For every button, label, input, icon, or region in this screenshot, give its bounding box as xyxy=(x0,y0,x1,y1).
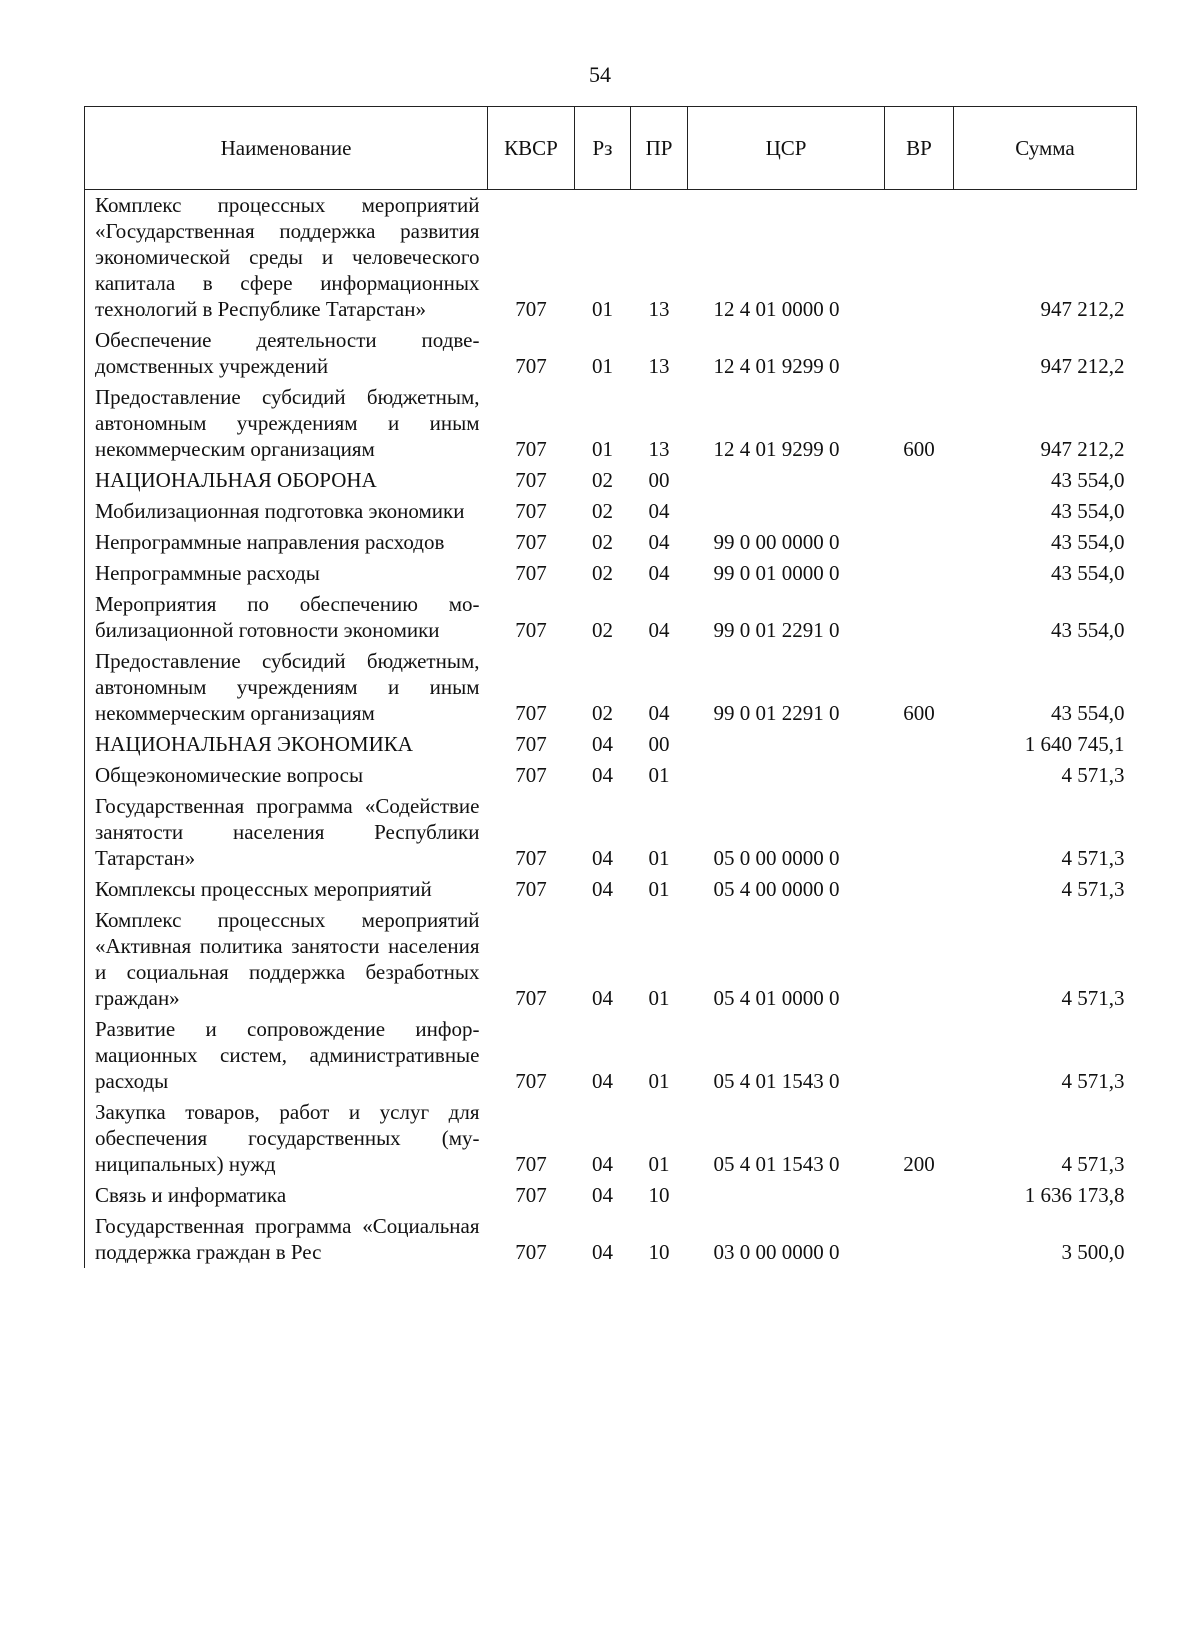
header-vr: ВР xyxy=(885,107,954,190)
row-csr xyxy=(688,729,885,760)
row-sum: 43 554,0 xyxy=(1051,561,1125,585)
header-name: Наименование xyxy=(85,107,488,190)
row-kvsr: 707 xyxy=(515,468,547,492)
row-rz: 04 xyxy=(592,763,613,787)
row-csr: 99 0 01 2291 0 xyxy=(713,618,840,642)
header-kvsr: КВСР xyxy=(488,107,575,190)
row-vr: 600 xyxy=(903,701,935,725)
row-kvsr: 707 xyxy=(515,297,547,321)
row-name: Предоставление субсидий бюджетным, автономным учреждениям и иным некоммерческим организациям xyxy=(85,382,488,465)
table-header-row xyxy=(85,107,1137,190)
row-csr: 99 0 01 2291 0 xyxy=(713,701,840,725)
row-rz: 02 xyxy=(592,561,613,585)
row-kvsr: 707 xyxy=(515,354,547,378)
row-kvsr: 707 xyxy=(515,732,547,756)
row-sum: 43 554,0 xyxy=(1051,499,1125,523)
row-vr xyxy=(885,905,954,1014)
row-name: Комплекс процессных мероприятий «Активная политика занятости населения и социальная поддержка безработных граждан» xyxy=(85,905,488,1014)
row-rz: 02 xyxy=(592,499,613,523)
row-rz: 04 xyxy=(592,1152,613,1176)
table-row xyxy=(85,1180,1137,1211)
row-rz: 01 xyxy=(592,437,613,461)
row-vr xyxy=(885,190,954,326)
row-vr xyxy=(885,1211,954,1268)
row-rz: 02 xyxy=(592,701,613,725)
row-pr: 01 xyxy=(648,986,670,1010)
row-vr: 600 xyxy=(903,437,935,461)
row-rz: 04 xyxy=(592,986,613,1010)
row-sum: 947 212,2 xyxy=(1040,297,1125,321)
table-row xyxy=(85,791,1137,874)
row-name: Развитие и сопровождение информационных систем, административные расходы xyxy=(85,1014,488,1097)
row-rz: 04 xyxy=(592,732,613,756)
row-sum: 43 554,0 xyxy=(1051,701,1125,725)
row-csr: 05 4 00 0000 0 xyxy=(713,877,840,901)
row-vr xyxy=(885,465,954,496)
row-name: Мероприятия по обеспечению мобилизационной готовности экономики xyxy=(85,589,488,646)
row-sum: 1 636 173,8 xyxy=(1024,1183,1125,1207)
page-number: 54 xyxy=(589,62,611,87)
row-csr xyxy=(688,465,885,496)
row-csr: 12 4 01 9299 0 xyxy=(713,437,840,461)
row-sum: 43 554,0 xyxy=(1051,468,1125,492)
table-row xyxy=(85,646,1137,729)
row-name: Обеспечение деятельности подведомственных учреждений xyxy=(85,325,488,382)
row-csr: 12 4 01 0000 0 xyxy=(713,297,840,321)
table-row xyxy=(85,527,1137,558)
row-csr: 99 0 00 0000 0 xyxy=(713,530,840,554)
table-row xyxy=(85,1014,1137,1097)
row-sum: 43 554,0 xyxy=(1051,618,1125,642)
row-rz: 02 xyxy=(592,530,613,554)
row-pr: 04 xyxy=(648,618,670,642)
row-kvsr: 707 xyxy=(515,986,547,1010)
row-kvsr: 707 xyxy=(515,877,547,901)
row-name: Непрограммные направления расходов xyxy=(85,527,488,558)
row-rz: 04 xyxy=(592,1069,613,1093)
row-sum: 4 571,3 xyxy=(1061,1069,1125,1093)
row-pr: 10 xyxy=(648,1183,670,1207)
row-name: Связь и информатика xyxy=(85,1180,488,1211)
row-rz: 02 xyxy=(592,618,613,642)
row-pr: 01 xyxy=(648,877,670,901)
row-kvsr: 707 xyxy=(515,499,547,523)
row-csr: 05 0 00 0000 0 xyxy=(713,846,840,870)
section-name: НАЦИОНАЛЬНАЯ ЭКОНОМИКА xyxy=(85,729,488,760)
row-kvsr: 707 xyxy=(515,763,547,787)
row-pr: 01 xyxy=(648,1069,670,1093)
header-csr: ЦСР xyxy=(688,107,885,190)
row-pr: 04 xyxy=(648,701,670,725)
table-row xyxy=(85,1211,1137,1268)
row-rz: 01 xyxy=(592,354,613,378)
row-sum: 3 500,0 xyxy=(1061,1240,1125,1264)
table-row xyxy=(85,325,1137,382)
budget-table xyxy=(84,106,1137,1268)
row-pr: 04 xyxy=(648,530,670,554)
row-name: Предоставление субсидий бюджетным, автономным учреждениям и иным некоммерческим организациям xyxy=(85,646,488,729)
row-vr xyxy=(885,589,954,646)
table-row xyxy=(85,905,1137,1014)
table-row xyxy=(85,382,1137,465)
row-sum: 947 212,2 xyxy=(1040,437,1125,461)
row-pr: 01 xyxy=(648,1152,670,1176)
table-row xyxy=(85,589,1137,646)
row-kvsr: 707 xyxy=(515,1152,547,1176)
row-rz: 04 xyxy=(592,877,613,901)
table-row xyxy=(85,496,1137,527)
row-rz: 01 xyxy=(592,297,613,321)
row-sum: 947 212,2 xyxy=(1040,354,1125,378)
row-csr: 05 4 01 1543 0 xyxy=(713,1152,840,1176)
row-name: Общеэкономические вопросы xyxy=(85,760,488,791)
table-row xyxy=(85,874,1137,905)
row-kvsr: 707 xyxy=(515,1069,547,1093)
section-row xyxy=(85,729,1137,760)
section-name: НАЦИОНАЛЬНАЯ ОБОРОНА xyxy=(85,465,488,496)
row-vr xyxy=(885,1180,954,1211)
row-vr xyxy=(885,527,954,558)
row-vr xyxy=(885,760,954,791)
row-vr xyxy=(885,558,954,589)
table-row xyxy=(85,190,1137,326)
row-name: Комплекс процессных мероприятий «Государственная поддержка развития экономической среды и человеческого капитала в сфере информационных технологий в Республике Татарстан» xyxy=(85,190,488,326)
row-name: Государственная программа «Социальная поддержка граждан в Рес xyxy=(85,1211,488,1268)
row-pr: 00 xyxy=(648,468,670,492)
row-kvsr: 707 xyxy=(515,530,547,554)
row-kvsr: 707 xyxy=(515,846,547,870)
row-csr: 03 0 00 0000 0 xyxy=(713,1240,840,1264)
row-vr: 200 xyxy=(903,1152,935,1176)
row-vr xyxy=(885,496,954,527)
row-sum: 4 571,3 xyxy=(1061,763,1125,787)
row-name: Государственная программа «Содействие занятости населения Республики Татарстан» xyxy=(85,791,488,874)
row-pr: 13 xyxy=(648,297,670,321)
row-kvsr: 707 xyxy=(515,1183,547,1207)
row-csr xyxy=(688,1180,885,1211)
row-rz: 04 xyxy=(592,846,613,870)
row-sum: 4 571,3 xyxy=(1061,1152,1125,1176)
row-csr xyxy=(688,496,885,527)
row-pr: 01 xyxy=(648,763,670,787)
header-sum: Сумма xyxy=(954,107,1137,190)
header-pr: ПР xyxy=(631,107,688,190)
row-pr: 01 xyxy=(648,846,670,870)
row-vr xyxy=(885,1014,954,1097)
row-csr: 05 4 01 0000 0 xyxy=(713,986,840,1010)
row-pr: 04 xyxy=(648,561,670,585)
row-csr: 05 4 01 1543 0 xyxy=(713,1069,840,1093)
row-rz: 04 xyxy=(592,1183,613,1207)
row-kvsr: 707 xyxy=(515,437,547,461)
row-csr xyxy=(688,760,885,791)
row-pr: 13 xyxy=(648,354,670,378)
row-kvsr: 707 xyxy=(515,618,547,642)
row-vr xyxy=(885,791,954,874)
section-row xyxy=(85,465,1137,496)
row-vr xyxy=(885,874,954,905)
row-name: Закупка товаров, работ и услуг для обеспечения государственных (муниципальных) нужд xyxy=(85,1097,488,1180)
row-kvsr: 707 xyxy=(515,701,547,725)
row-csr: 99 0 01 0000 0 xyxy=(713,561,840,585)
row-vr xyxy=(885,325,954,382)
row-kvsr: 707 xyxy=(515,1240,547,1264)
row-pr: 04 xyxy=(648,499,670,523)
row-pr: 00 xyxy=(648,732,670,756)
table-row xyxy=(85,558,1137,589)
row-vr xyxy=(885,729,954,760)
row-sum: 4 571,3 xyxy=(1061,986,1125,1010)
row-csr: 12 4 01 9299 0 xyxy=(713,354,840,378)
row-sum: 4 571,3 xyxy=(1061,846,1125,870)
table-row xyxy=(85,760,1137,791)
row-rz: 04 xyxy=(592,1240,613,1264)
row-sum: 43 554,0 xyxy=(1051,530,1125,554)
row-sum: 4 571,3 xyxy=(1061,877,1125,901)
row-pr: 13 xyxy=(648,437,670,461)
row-sum: 1 640 745,1 xyxy=(1024,732,1125,756)
row-pr: 10 xyxy=(648,1240,670,1264)
header-rz: Рз xyxy=(575,107,631,190)
row-name: Мобилизационная подготовка экономики xyxy=(85,496,488,527)
row-name: Непрограммные расходы xyxy=(85,558,488,589)
row-name: Комплексы процессных мероприятий xyxy=(85,874,488,905)
table-row xyxy=(85,1097,1137,1180)
row-rz: 02 xyxy=(592,468,613,492)
row-kvsr: 707 xyxy=(515,561,547,585)
